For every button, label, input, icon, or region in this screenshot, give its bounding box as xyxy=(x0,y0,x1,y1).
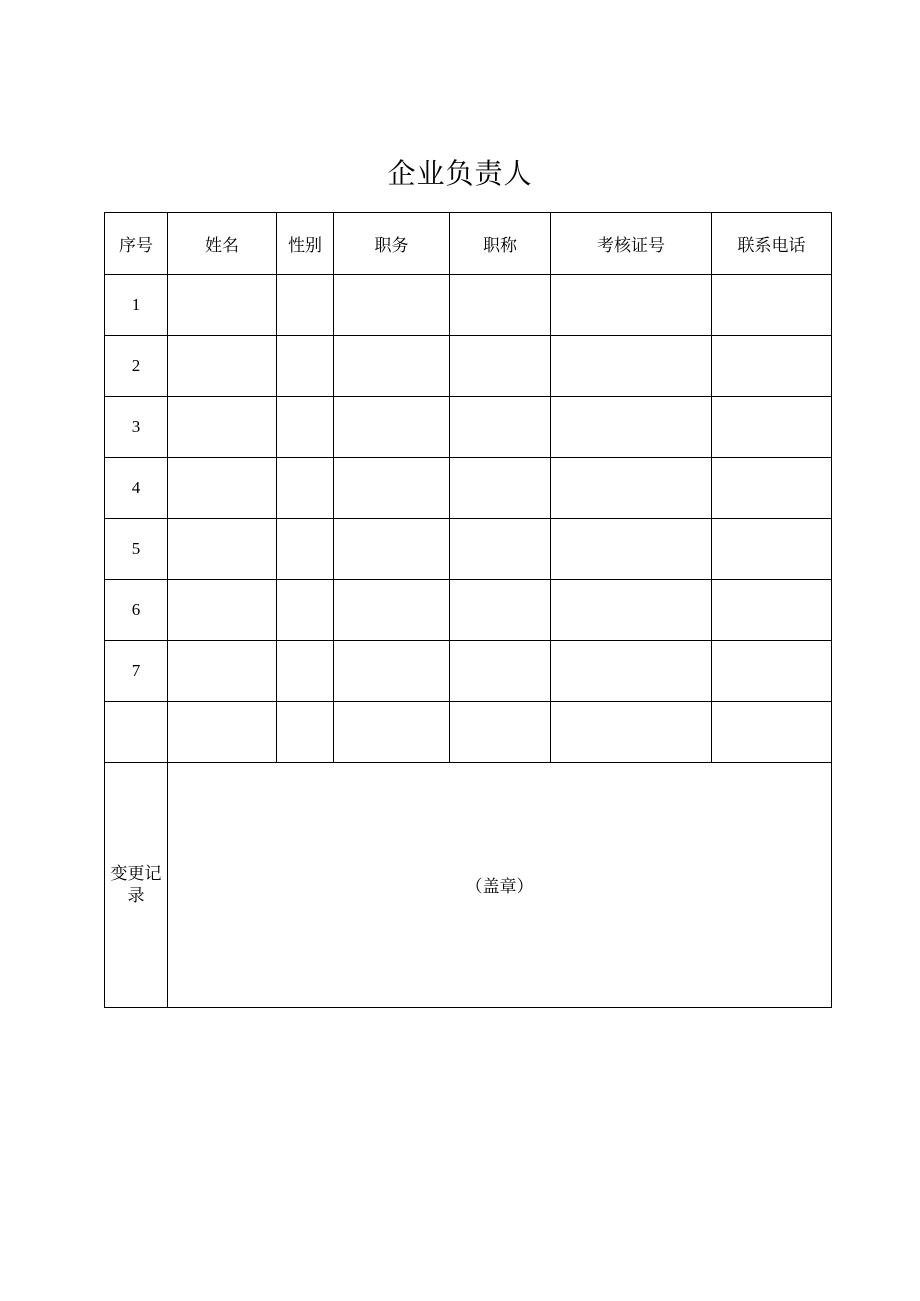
table-row xyxy=(105,580,832,641)
row-index: 4 xyxy=(105,458,168,519)
cell-name[interactable] xyxy=(168,519,277,580)
cell-title[interactable] xyxy=(450,519,551,580)
cell-name[interactable] xyxy=(168,275,277,336)
header-certificate-number: 考核证号 xyxy=(551,213,712,275)
cell-phone[interactable] xyxy=(712,336,832,397)
table-row xyxy=(105,641,832,702)
cell-gender[interactable] xyxy=(277,458,334,519)
change-record-row xyxy=(105,763,832,1008)
cell-title[interactable] xyxy=(450,336,551,397)
cell-phone[interactable] xyxy=(712,458,832,519)
cell-position[interactable] xyxy=(334,275,450,336)
cell-gender[interactable] xyxy=(277,397,334,458)
change-record-label xyxy=(105,763,168,1008)
table-row xyxy=(105,336,832,397)
personnel-table xyxy=(104,212,832,1008)
table-row xyxy=(105,519,832,580)
cell-title[interactable] xyxy=(450,275,551,336)
stamp-note: （盖章） xyxy=(465,876,534,897)
cell-title[interactable] xyxy=(450,580,551,641)
cell-position[interactable] xyxy=(334,336,450,397)
cell-name[interactable] xyxy=(168,641,277,702)
cell-certificate-number[interactable] xyxy=(551,275,712,336)
row-index: 7 xyxy=(105,641,168,702)
cell-certificate-number[interactable] xyxy=(551,458,712,519)
cell-certificate-number[interactable] xyxy=(551,519,712,580)
row-index: 6 xyxy=(105,580,168,641)
row-index: 2 xyxy=(105,336,168,397)
cell-title[interactable] xyxy=(450,397,551,458)
row-index xyxy=(105,702,168,763)
change-record-area[interactable] xyxy=(168,763,832,1008)
cell-certificate-number[interactable] xyxy=(551,702,712,763)
table-row xyxy=(105,458,832,519)
change-record-label-line2: 录 xyxy=(127,886,145,906)
cell-gender[interactable] xyxy=(277,519,334,580)
cell-name[interactable] xyxy=(168,580,277,641)
header-name: 姓名 xyxy=(168,213,277,275)
cell-phone[interactable] xyxy=(712,702,832,763)
table-header-row xyxy=(105,213,832,275)
page-title: 企业负责人 xyxy=(387,157,533,190)
header-phone: 联系电话 xyxy=(712,213,832,275)
cell-name[interactable] xyxy=(168,702,277,763)
cell-name[interactable] xyxy=(168,458,277,519)
header-gender: 性别 xyxy=(277,213,334,275)
cell-gender[interactable] xyxy=(277,702,334,763)
header-position: 职务 xyxy=(334,213,450,275)
cell-gender[interactable] xyxy=(277,580,334,641)
table-row xyxy=(105,397,832,458)
cell-phone[interactable] xyxy=(712,397,832,458)
cell-position[interactable] xyxy=(334,702,450,763)
cell-title[interactable] xyxy=(450,458,551,519)
cell-title[interactable] xyxy=(450,702,551,763)
cell-position[interactable] xyxy=(334,519,450,580)
cell-gender[interactable] xyxy=(277,275,334,336)
cell-certificate-number[interactable] xyxy=(551,336,712,397)
row-index: 5 xyxy=(105,519,168,580)
cell-phone[interactable] xyxy=(712,580,832,641)
table-row xyxy=(105,702,832,763)
change-record-label-line1: 变更记 xyxy=(110,864,162,884)
cell-gender[interactable] xyxy=(277,336,334,397)
cell-certificate-number[interactable] xyxy=(551,397,712,458)
cell-certificate-number[interactable] xyxy=(551,641,712,702)
header-index: 序号 xyxy=(105,213,168,275)
cell-certificate-number[interactable] xyxy=(551,580,712,641)
cell-title[interactable] xyxy=(450,641,551,702)
row-index: 3 xyxy=(105,397,168,458)
cell-position[interactable] xyxy=(334,458,450,519)
cell-position[interactable] xyxy=(334,641,450,702)
cell-phone[interactable] xyxy=(712,519,832,580)
cell-phone[interactable] xyxy=(712,275,832,336)
table-row xyxy=(105,275,832,336)
cell-name[interactable] xyxy=(168,336,277,397)
cell-gender[interactable] xyxy=(277,641,334,702)
cell-position[interactable] xyxy=(334,397,450,458)
header-title: 职称 xyxy=(450,213,551,275)
cell-name[interactable] xyxy=(168,397,277,458)
row-index: 1 xyxy=(105,275,168,336)
cell-position[interactable] xyxy=(334,580,450,641)
cell-phone[interactable] xyxy=(712,641,832,702)
